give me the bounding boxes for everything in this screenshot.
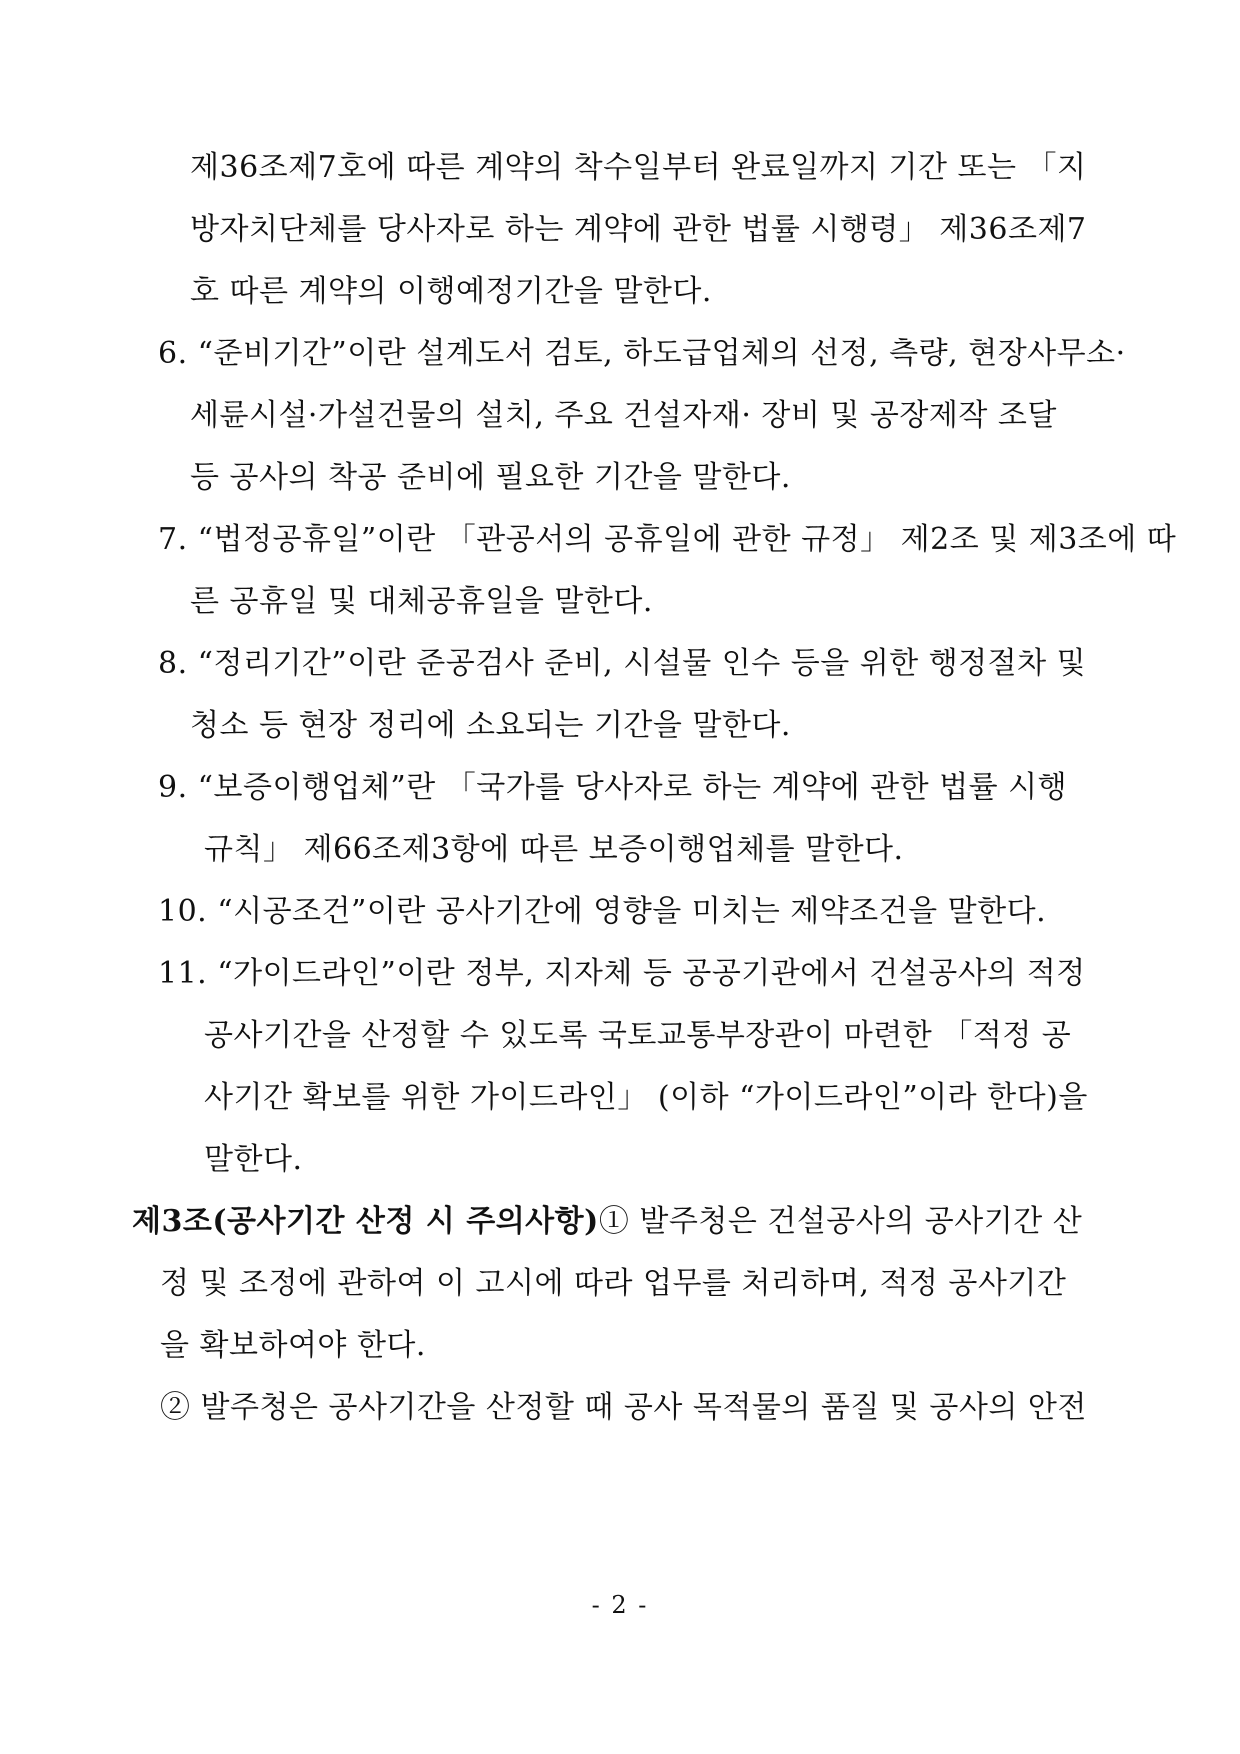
item-5-line-1: 제36조제7호에 따른 계약의 착수일부터 완료일까지 기간 또는 「지 <box>190 150 1087 185</box>
article-3-line-2: 정 및 조정에 관하여 이 고시에 따라 업무를 처리하며, 적정 공사기간 <box>160 1266 1067 1301</box>
item-9-line-2: 규칙」 제66조제3항에 따른 보증이행업체를 말한다. <box>204 832 904 867</box>
item-8-line-2: 청소 등 현장 정리에 소요되는 기간을 말한다. <box>190 708 791 743</box>
item-11-line-1: 11. “가이드라인”이란 정부, 지자체 등 공공기관에서 건설공사의 적정 <box>158 956 1086 991</box>
item-10-line-1: 10. “시공조건”이란 공사기간에 영향을 미치는 제약조건을 말한다. <box>158 894 1047 929</box>
article-3-para-2: ② 발주청은 공사기간을 산정할 때 공사 목적물의 품질 및 공사의 안전 <box>160 1390 1087 1425</box>
article-3-line-1 <box>132 1202 1083 1242</box>
article-3-heading: 제3조(공사기간 산정 시 주의사항) <box>132 1204 599 1239</box>
page-number: - 2 - <box>591 1591 649 1619</box>
item-9-line-1: 9. “보증이행업체”란 「국가를 당사자로 하는 계약에 관한 법률 시행 <box>158 770 1068 805</box>
item-11-line-2: 공사기간을 산정할 수 있도록 국토교통부장관이 마련한 「적정 공 <box>204 1018 1072 1053</box>
item-6-line-2: 세륜시설·가설건물의 설치, 주요 건설자재· 장비 및 공장제작 조달 <box>190 398 1057 433</box>
item-6-line-1: 6. “준비기간”이란 설계도서 검토, 하도급업체의 선정, 측량, 현장사무소· <box>158 336 1126 371</box>
item-7-line-2: 른 공휴일 및 대체공휴일을 말한다. <box>190 584 653 619</box>
item-6-line-3: 등 공사의 착공 준비에 필요한 기간을 말한다. <box>190 460 791 495</box>
item-11-line-4: 말한다. <box>204 1142 303 1177</box>
article-3-line-3: 을 확보하여야 한다. <box>160 1328 426 1363</box>
item-5-line-2: 방자치단체를 당사자로 하는 계약에 관한 법률 시행령」 제36조제7 <box>190 212 1087 247</box>
item-7-line-1: 7. “법정공휴일”이란 「관공서의 공휴일에 관한 규정」 제2조 및 제3조에 따 <box>158 522 1177 557</box>
article-3-para-1-start: ① 발주청은 건설공사의 공사기간 산 <box>598 1204 1083 1239</box>
item-5-line-3: 호 따른 계약의 이행예정기간을 말한다. <box>190 274 712 309</box>
item-8-line-1: 8. “정리기간”이란 준공검사 준비, 시설물 인수 등을 위한 행정절차 및 <box>158 646 1087 681</box>
item-11-line-3: 사기간 확보를 위한 가이드라인」 (이하 “가이드라인”이라 한다)을 <box>204 1080 1088 1115</box>
